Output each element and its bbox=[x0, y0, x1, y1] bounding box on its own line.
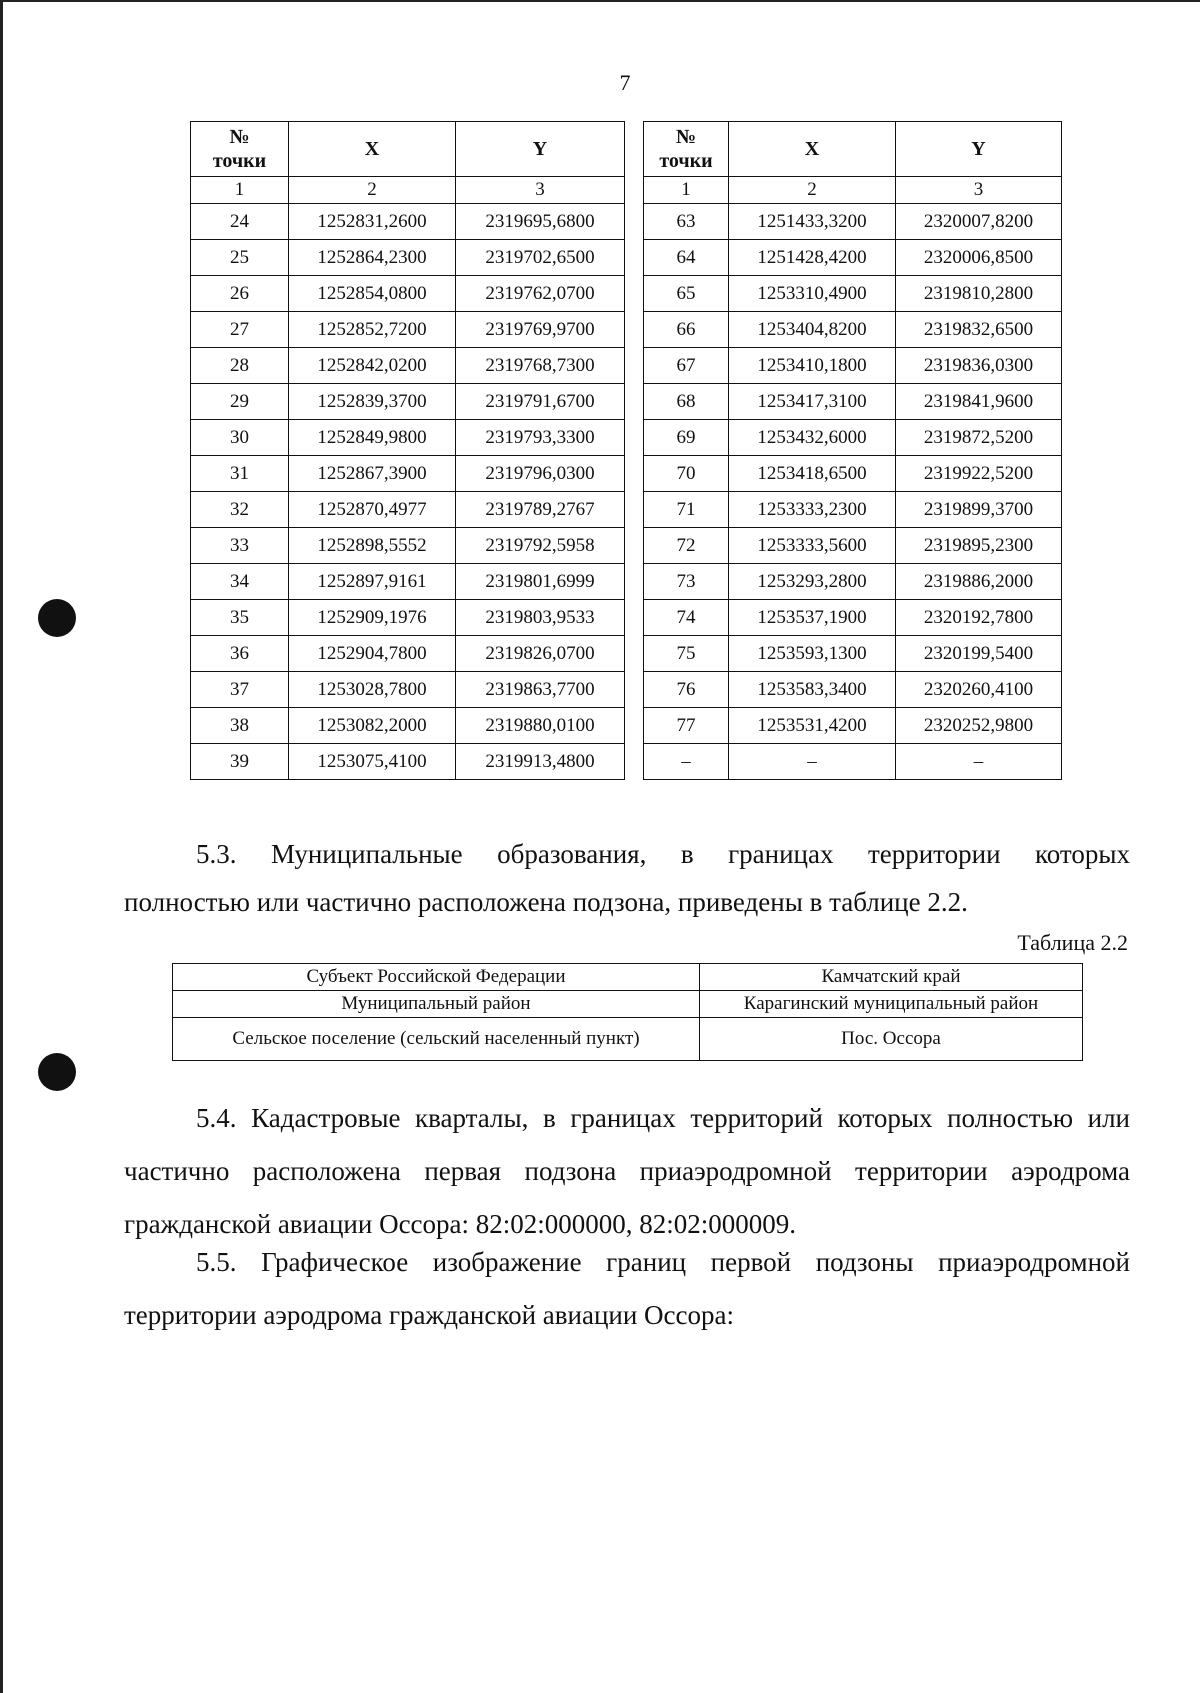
x-coordinate-cell: 1252867,3900 bbox=[289, 456, 456, 492]
point-number-cell: 77 bbox=[644, 708, 729, 744]
x-coordinate-cell: 1252909,1976 bbox=[289, 600, 456, 636]
point-number-cell: 30 bbox=[191, 420, 289, 456]
point-number-cell: 39 bbox=[191, 744, 289, 780]
punch-hole-upper bbox=[38, 599, 76, 637]
point-number-cell: 25 bbox=[191, 240, 289, 276]
index-cell-3: 3 bbox=[456, 177, 625, 204]
x-coordinate-cell: 1253082,2000 bbox=[289, 708, 456, 744]
table-row bbox=[644, 312, 1062, 348]
table-header-row bbox=[191, 122, 625, 177]
coordinates-table-right bbox=[643, 121, 1062, 780]
point-number-cell: 70 bbox=[644, 456, 729, 492]
x-coordinate-cell: 1252852,7200 bbox=[289, 312, 456, 348]
table-row bbox=[191, 528, 625, 564]
y-coordinate-cell: 2319792,5958 bbox=[456, 528, 625, 564]
y-coordinate-cell: 2319793,3300 bbox=[456, 420, 625, 456]
header-point-number bbox=[191, 122, 289, 177]
coordinates-table-left bbox=[190, 121, 625, 780]
section-5-3-line1 bbox=[124, 830, 1130, 878]
table-row bbox=[191, 240, 625, 276]
y-coordinate-cell: 2319880,0100 bbox=[456, 708, 625, 744]
row-value: Пос. Оссора bbox=[700, 1018, 1083, 1061]
point-number-cell: 69 bbox=[644, 420, 729, 456]
point-number-cell: 65 bbox=[644, 276, 729, 312]
municipal-table-body bbox=[173, 964, 1083, 1061]
y-coordinate-cell: 2319899,3700 bbox=[896, 492, 1062, 528]
x-coordinate-cell: – bbox=[729, 744, 896, 780]
x-coordinate-cell: 1251433,3200 bbox=[729, 204, 896, 240]
x-coordinate-cell: 1251428,4200 bbox=[729, 240, 896, 276]
y-coordinate-cell: 2319841,9600 bbox=[896, 384, 1062, 420]
table-row bbox=[191, 708, 625, 744]
x-coordinate-cell: 1253531,4200 bbox=[729, 708, 896, 744]
point-number-cell: – bbox=[644, 744, 729, 780]
table-row bbox=[173, 991, 1083, 1018]
point-number-cell: 64 bbox=[644, 240, 729, 276]
header-x: X bbox=[289, 122, 456, 177]
header-num-sign: № bbox=[675, 126, 697, 148]
table-row bbox=[644, 492, 1062, 528]
x-coordinate-cell: 1253418,6500 bbox=[729, 456, 896, 492]
table-row bbox=[191, 456, 625, 492]
table-header-row bbox=[644, 122, 1062, 177]
table-row bbox=[191, 384, 625, 420]
section-5-5-text: 5.5. Графическое изображение границ первой подзоны приаэродромной территории аэродрома гражданской авиации Оссора: bbox=[124, 1247, 1130, 1330]
table-row bbox=[644, 528, 1062, 564]
x-coordinate-cell: 1253593,1300 bbox=[729, 636, 896, 672]
y-coordinate-cell: 2319832,6500 bbox=[896, 312, 1062, 348]
point-number-cell: 37 bbox=[191, 672, 289, 708]
y-coordinate-cell: 2320252,9800 bbox=[896, 708, 1062, 744]
table-index-row bbox=[644, 177, 1062, 204]
point-number-cell: 29 bbox=[191, 384, 289, 420]
index-cell-2: 2 bbox=[289, 177, 456, 204]
x-coordinate-cell: 1253293,2800 bbox=[729, 564, 896, 600]
table-row bbox=[191, 348, 625, 384]
table-row bbox=[644, 240, 1062, 276]
y-coordinate-cell: 2319895,2300 bbox=[896, 528, 1062, 564]
y-coordinate-cell: 2320192,7800 bbox=[896, 600, 1062, 636]
point-number-cell: 68 bbox=[644, 384, 729, 420]
y-coordinate-cell: 2320007,8200 bbox=[896, 204, 1062, 240]
header-point-number bbox=[644, 122, 729, 177]
y-coordinate-cell: 2319826,0700 bbox=[456, 636, 625, 672]
header-num-word: точки bbox=[659, 150, 713, 172]
row-label: Муниципальный район bbox=[173, 991, 700, 1018]
y-coordinate-cell: 2319791,6700 bbox=[456, 384, 625, 420]
table-row bbox=[191, 492, 625, 528]
index-cell-2: 2 bbox=[729, 177, 896, 204]
row-value: Карагинский муниципальный район bbox=[700, 991, 1083, 1018]
coords-right-body bbox=[644, 204, 1062, 780]
table-row bbox=[644, 276, 1062, 312]
y-coordinate-cell: 2319702,6500 bbox=[456, 240, 625, 276]
section-5-5 bbox=[124, 1236, 1130, 1342]
y-coordinate-cell: 2319789,2767 bbox=[456, 492, 625, 528]
table-row bbox=[644, 348, 1062, 384]
table-row bbox=[191, 204, 625, 240]
x-coordinate-cell: 1252831,2600 bbox=[289, 204, 456, 240]
y-coordinate-cell: 2319922,5200 bbox=[896, 456, 1062, 492]
point-number-cell: 38 bbox=[191, 708, 289, 744]
x-coordinate-cell: 1252849,9800 bbox=[289, 420, 456, 456]
y-coordinate-cell: 2319886,2000 bbox=[896, 564, 1062, 600]
table-row bbox=[191, 420, 625, 456]
x-coordinate-cell: 1253404,8200 bbox=[729, 312, 896, 348]
table-row bbox=[644, 636, 1062, 672]
scan-edge-left bbox=[0, 0, 3, 1693]
x-coordinate-cell: 1252842,0200 bbox=[289, 348, 456, 384]
x-coordinate-cell: 1253417,3100 bbox=[729, 384, 896, 420]
table-row bbox=[644, 672, 1062, 708]
point-number-cell: 28 bbox=[191, 348, 289, 384]
table-row bbox=[173, 964, 1083, 991]
header-x: X bbox=[729, 122, 896, 177]
table-row bbox=[644, 564, 1062, 600]
table-row bbox=[644, 744, 1062, 780]
header-y: Y bbox=[456, 122, 625, 177]
table-row bbox=[644, 708, 1062, 744]
table-row bbox=[191, 672, 625, 708]
point-number-cell: 24 bbox=[191, 204, 289, 240]
y-coordinate-cell: 2319863,7700 bbox=[456, 672, 625, 708]
table-row bbox=[191, 600, 625, 636]
section-5-3-line1-text: 5.3. Муниципальные образования, в границах территории которых bbox=[196, 839, 1130, 869]
x-coordinate-cell: 1252854,0800 bbox=[289, 276, 456, 312]
y-coordinate-cell: 2319769,9700 bbox=[456, 312, 625, 348]
y-coordinate-cell: 2319872,5200 bbox=[896, 420, 1062, 456]
x-coordinate-cell: 1253333,2300 bbox=[729, 492, 896, 528]
y-coordinate-cell: 2319913,4800 bbox=[456, 744, 625, 780]
y-coordinate-cell: 2319810,2800 bbox=[896, 276, 1062, 312]
section-5-4-text: 5.4. Кадастровые кварталы, в границах территорий которых полностью или частично расположена первая подзона приаэродромной территории аэродрома гражданской авиации Оссора: 82:02:000000, 82:02:000009. bbox=[124, 1103, 1130, 1239]
table-row bbox=[191, 312, 625, 348]
y-coordinate-cell: 2320006,8500 bbox=[896, 240, 1062, 276]
point-number-cell: 67 bbox=[644, 348, 729, 384]
y-coordinate-cell: – bbox=[896, 744, 1062, 780]
page-number: 7 bbox=[619, 70, 631, 95]
table-row bbox=[644, 600, 1062, 636]
x-coordinate-cell: 1253583,3400 bbox=[729, 672, 896, 708]
point-number-cell: 63 bbox=[644, 204, 729, 240]
row-label: Сельское поселение (сельский населенный пункт) bbox=[173, 1018, 700, 1061]
x-coordinate-cell: 1253310,4900 bbox=[729, 276, 896, 312]
point-number-cell: 72 bbox=[644, 528, 729, 564]
y-coordinate-cell: 2320199,5400 bbox=[896, 636, 1062, 672]
y-coordinate-cell: 2319768,7300 bbox=[456, 348, 625, 384]
point-number-cell: 27 bbox=[191, 312, 289, 348]
header-num-word: точки bbox=[212, 150, 267, 172]
table-row bbox=[191, 276, 625, 312]
index-cell-1: 1 bbox=[191, 177, 289, 204]
point-number-cell: 71 bbox=[644, 492, 729, 528]
table-row bbox=[191, 636, 625, 672]
section-5-3-line2: полностью или частично расположена подзона, приведены в таблице 2.2. bbox=[124, 887, 968, 917]
x-coordinate-cell: 1253075,4100 bbox=[289, 744, 456, 780]
y-coordinate-cell: 2320260,4100 bbox=[896, 672, 1062, 708]
y-coordinate-cell: 2319836,0300 bbox=[896, 348, 1062, 384]
point-number-cell: 33 bbox=[191, 528, 289, 564]
x-coordinate-cell: 1252904,7800 bbox=[289, 636, 456, 672]
table-row bbox=[644, 456, 1062, 492]
x-coordinate-cell: 1253333,5600 bbox=[729, 528, 896, 564]
x-coordinate-cell: 1252897,9161 bbox=[289, 564, 456, 600]
table-row bbox=[644, 204, 1062, 240]
point-number-cell: 76 bbox=[644, 672, 729, 708]
point-number-cell: 75 bbox=[644, 636, 729, 672]
table-row bbox=[644, 384, 1062, 420]
x-coordinate-cell: 1252864,2300 bbox=[289, 240, 456, 276]
point-number-cell: 74 bbox=[644, 600, 729, 636]
x-coordinate-cell: 1253410,1800 bbox=[729, 348, 896, 384]
y-coordinate-cell: 2319803,9533 bbox=[456, 600, 625, 636]
point-number-cell: 73 bbox=[644, 564, 729, 600]
row-label: Субъект Российской Федерации bbox=[173, 964, 700, 991]
x-coordinate-cell: 1253432,6000 bbox=[729, 420, 896, 456]
municipal-table bbox=[172, 963, 1083, 1061]
point-number-cell: 36 bbox=[191, 636, 289, 672]
y-coordinate-cell: 2319796,0300 bbox=[456, 456, 625, 492]
header-y: Y bbox=[896, 122, 1062, 177]
punch-hole-lower bbox=[38, 1053, 76, 1091]
point-number-cell: 34 bbox=[191, 564, 289, 600]
section-5-3 bbox=[124, 830, 1130, 926]
point-number-cell: 32 bbox=[191, 492, 289, 528]
section-5-4 bbox=[124, 1092, 1130, 1251]
x-coordinate-cell: 1252898,5552 bbox=[289, 528, 456, 564]
table-row bbox=[644, 420, 1062, 456]
row-value: Камчатский край bbox=[700, 964, 1083, 991]
point-number-cell: 66 bbox=[644, 312, 729, 348]
coords-left-body bbox=[191, 204, 625, 780]
table-row bbox=[191, 744, 625, 780]
x-coordinate-cell: 1252870,4977 bbox=[289, 492, 456, 528]
table-caption: Таблица 2.2 bbox=[1017, 930, 1128, 955]
table-row bbox=[191, 564, 625, 600]
y-coordinate-cell: 2319762,0700 bbox=[456, 276, 625, 312]
index-cell-1: 1 bbox=[644, 177, 729, 204]
point-number-cell: 26 bbox=[191, 276, 289, 312]
y-coordinate-cell: 2319801,6999 bbox=[456, 564, 625, 600]
x-coordinate-cell: 1253028,7800 bbox=[289, 672, 456, 708]
scan-edge-top bbox=[0, 0, 1200, 2]
header-num-sign: № bbox=[229, 126, 250, 148]
point-number-cell: 31 bbox=[191, 456, 289, 492]
index-cell-3: 3 bbox=[896, 177, 1062, 204]
point-number-cell: 35 bbox=[191, 600, 289, 636]
y-coordinate-cell: 2319695,6800 bbox=[456, 204, 625, 240]
x-coordinate-cell: 1252839,3700 bbox=[289, 384, 456, 420]
table-row bbox=[173, 1018, 1083, 1061]
x-coordinate-cell: 1253537,1900 bbox=[729, 600, 896, 636]
table-index-row bbox=[191, 177, 625, 204]
